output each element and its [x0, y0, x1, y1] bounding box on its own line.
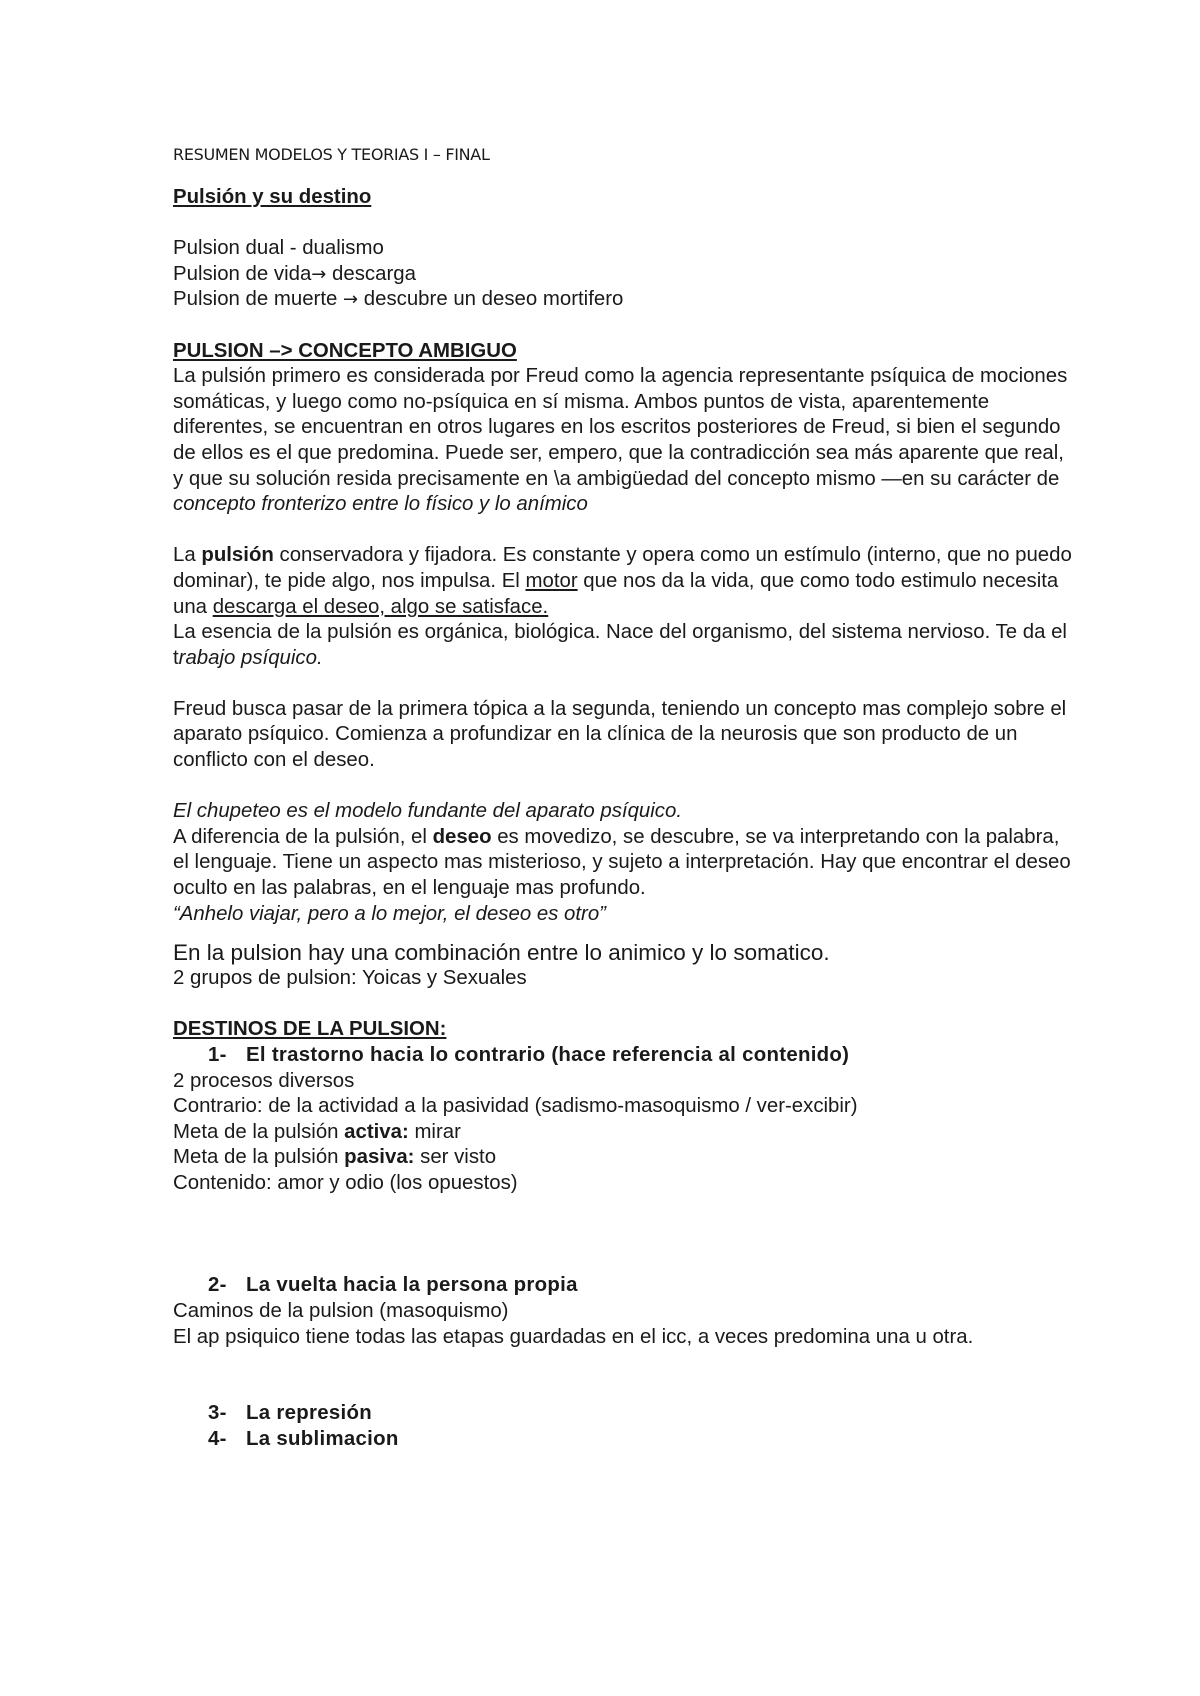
- paragraph: La esencia de la pulsión es orgánica, biológica. Nace del organismo, del sistema nervioso. Te da el trabajo psíquico.: [173, 621, 1067, 669]
- quote: “Anhelo viajar, pero a lo mejor, el deseo es otro”: [173, 902, 606, 925]
- arrow-right-icon: →: [311, 263, 327, 285]
- section-heading-pulsion-destino: Pulsión y su destino: [173, 186, 372, 208]
- section-heading-concepto-ambiguo: PULSION –> CONCEPTO AMBIGUO: [173, 339, 517, 362]
- document-title: RESUMEN MODELOS Y TEORIAS I – FINAL: [173, 145, 490, 164]
- arrow-right-icon: →: [343, 289, 359, 311]
- list-item: 1- El trastorno hacia lo contrario (hace referencia al contenido): [208, 1044, 850, 1066]
- text-line: Pulsion dual - dualismo: [173, 237, 384, 260]
- document-body: [173, 145, 1073, 1453]
- text-line: El ap psiquico tiene todas las etapas guardadas en el icc, a veces predomina una u otra.: [173, 1325, 974, 1348]
- list-item: 4- La sublimacion: [208, 1427, 399, 1450]
- text-line: Contrario: de la actividad a la pasividad (sadismo-masoquismo / ver-excibir): [173, 1095, 858, 1118]
- text-line: 2 procesos diversos: [173, 1069, 355, 1092]
- paragraph: La pulsión conservadora y fijadora. Es constante y opera como un estímulo (interno, que no puedo dominar), te pide algo, nos impulsa. El motor que nos da la vida, que como todo estimulo necesita una descarga el deseo, algo se satisface.: [173, 544, 1072, 618]
- text-line: Meta de la pulsión activa: mirar: [173, 1120, 461, 1143]
- list-item: 3- La represión: [208, 1402, 372, 1425]
- paragraph: La pulsión primero es considerada por Freud como la agencia representante psíquica de mociones somáticas, y luego como no-psíquica en sí misma. Ambos puntos de vista, aparentemente diferentes, se encuentran en otros lugares en los escritos posteriores de Freud, si bien el segundo de ellos es el que predomina. Puede ser, empero, que la contradicción sea más aparente que real, y que su solución resida precisamente en \a ambigüedad del concepto mismo —en su carácter de concepto fronterizo entre lo físico y lo anímico: [173, 365, 1068, 516]
- text-line: Meta de la pulsión pasiva: ser visto: [173, 1146, 497, 1169]
- text-line: Caminos de la pulsion (masoquismo): [173, 1299, 509, 1322]
- text-line: Pulsion de vida→ descarga: [173, 262, 416, 285]
- list-item: 2- La vuelta hacia la persona propia: [208, 1274, 578, 1297]
- paragraph: El chupeteo es el modelo fundante del aparato psíquico.: [173, 800, 682, 823]
- paragraph: Freud busca pasar de la primera tópica a la segunda, teniendo un concepto mas complejo sobre el aparato psíquico. Comienza a profundizar en la clínica de la neurosis que son producto de un conflicto con el deseo.: [173, 697, 1067, 772]
- paragraph: 2 grupos de pulsion: Yoicas y Sexuales: [173, 967, 527, 990]
- text-line: Pulsion de muerte → descubre un deseo mortifero: [173, 288, 624, 311]
- section-heading-destinos: DESTINOS DE LA PULSION:: [173, 1018, 447, 1041]
- text-line: Contenido: amor y odio (los opuestos): [173, 1171, 518, 1194]
- paragraph: En la pulsion hay una combinación entre lo animico y lo somatico.: [173, 940, 830, 966]
- paragraph: A diferencia de la pulsión, el deseo es movedizo, se descubre, se va interpretando con la palabra, el lenguaje. Tiene un aspecto mas misterioso, y sujeto a interpretación. Hay que encontrar el deseo oculto en las palabras, en el lenguaje mas profundo.: [173, 825, 1071, 900]
